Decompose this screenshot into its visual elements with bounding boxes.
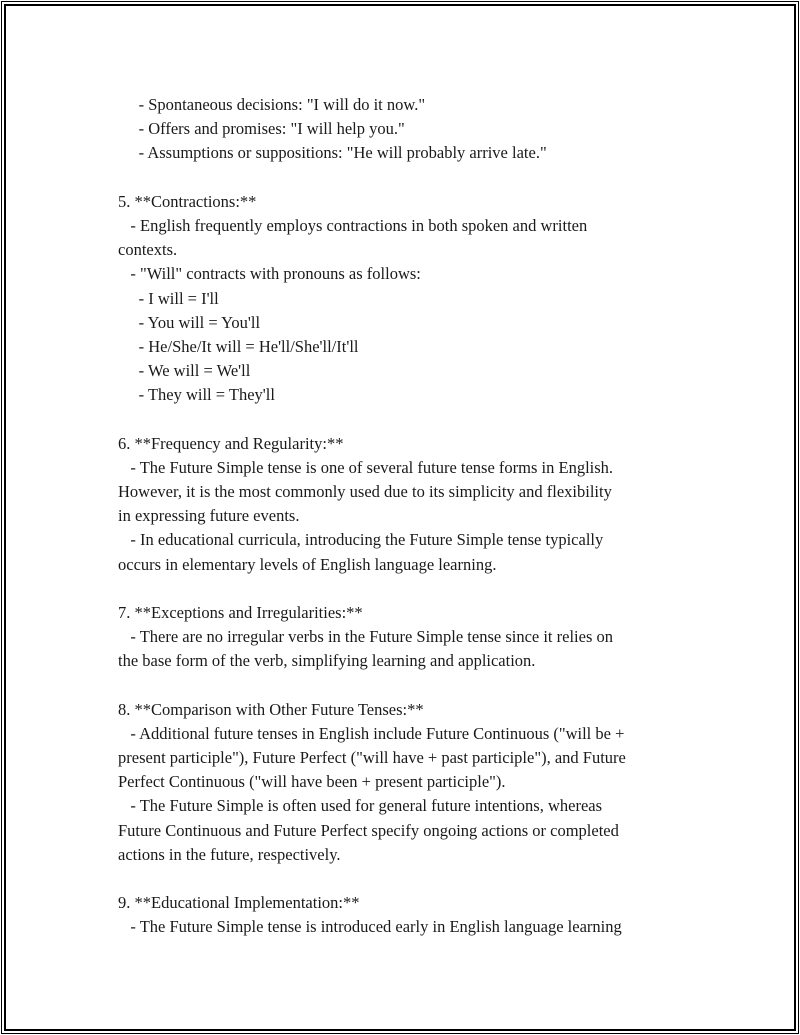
text-line: Perfect Continuous ("will have been + present participle"). [118, 772, 506, 792]
text-line: in expressing future events. [118, 506, 300, 526]
paragraph-gap [118, 577, 698, 601]
text-line: - The Future Simple tense is one of several future tense forms in English. [118, 457, 614, 477]
text-line: 8. **Comparison with Other Future Tenses:** [118, 699, 424, 719]
text-line: 6. **Frequency and Regularity:** [118, 433, 344, 453]
document-section [118, 601, 698, 674]
paragraph-gap [118, 674, 698, 698]
text-line: - There are no irregular verbs in the Future Simple tense since it relies on [118, 627, 613, 647]
text-line: - I will = I'll [118, 288, 219, 308]
document-section [118, 432, 698, 577]
text-line: - English frequently employs contractions in both spoken and written [118, 215, 588, 235]
document-body [118, 93, 698, 940]
paragraph-gap [118, 166, 698, 190]
text-line: 5. **Contractions:** [118, 191, 257, 211]
text-line: - They will = They'll [118, 385, 275, 405]
text-line: - The Future Simple tense is introduced early in English language learning [118, 917, 622, 937]
text-line: Future Continuous and Future Perfect specify ongoing actions or completed [118, 820, 619, 840]
text-line: 9. **Educational Implementation:** [118, 893, 360, 913]
document-section [118, 698, 698, 867]
text-line: - Additional future tenses in English include Future Continuous ("will be + [118, 723, 625, 743]
paragraph-gap [118, 867, 698, 891]
text-line: - "Will" contracts with pronouns as follows: [118, 264, 421, 284]
document-section [118, 93, 698, 166]
text-line: - In educational curricula, introducing the Future Simple tense typically [118, 530, 604, 550]
text-line: - Offers and promises: "I will help you." [118, 119, 405, 139]
text-line: actions in the future, respectively. [118, 844, 341, 864]
text-line: 7. **Exceptions and Irregularities:** [118, 602, 363, 622]
paragraph-gap [118, 407, 698, 431]
text-line: - We will = We'll [118, 361, 251, 381]
document-section [118, 190, 698, 408]
text-line: the base form of the verb, simplifying learning and application. [118, 651, 536, 671]
text-line: contexts. [118, 240, 178, 260]
text-line: present participle"), Future Perfect ("will have + past participle"), and Future [118, 748, 626, 768]
document-section [118, 891, 698, 939]
text-line: - Spontaneous decisions: "I will do it now." [118, 95, 426, 114]
text-line: - He/She/It will = He'll/She'll/It'll [118, 336, 359, 356]
text-line: occurs in elementary levels of English language learning. [118, 554, 497, 574]
text-line: - Assumptions or suppositions: "He will probably arrive late." [118, 143, 547, 163]
text-line: However, it is the most commonly used due to its simplicity and flexibility [118, 482, 612, 501]
text-line: - The Future Simple is often used for general future intentions, whereas [118, 796, 603, 816]
text-line: - You will = You'll [118, 312, 261, 332]
